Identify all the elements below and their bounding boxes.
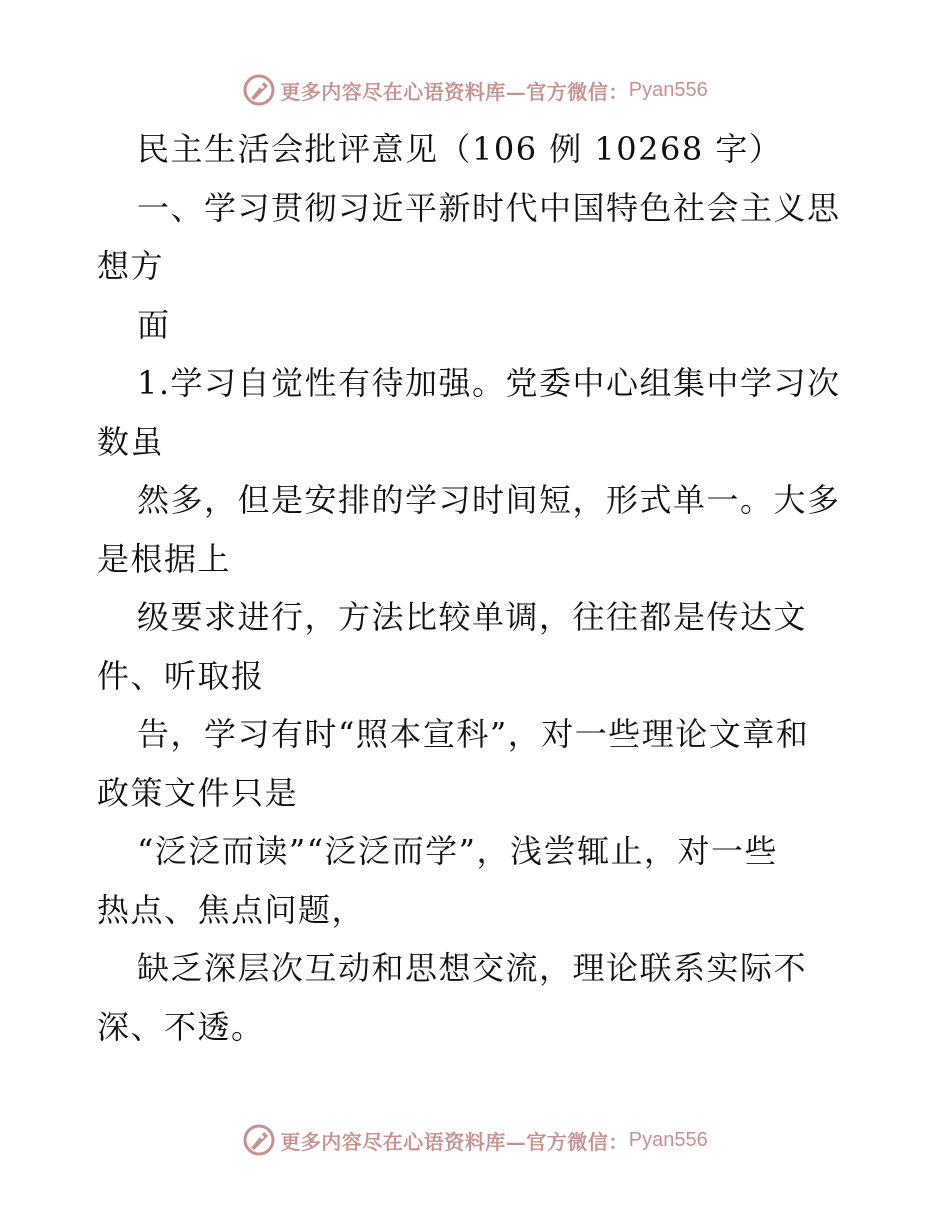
text-line: 政策文件只是 [97, 773, 299, 812]
watermark-handle: Pyan556 [628, 1128, 708, 1151]
text-line: 然多，但是安排的学习时间短，形式单一。大多 [137, 481, 841, 519]
text-line: 级要求进行，方法比较单调，往往都是传达文 [137, 598, 808, 636]
watermark-handle: Pyan556 [628, 78, 708, 101]
text-line: 深、不透。 [97, 1007, 265, 1046]
text-line: 是根据上 [97, 539, 232, 578]
text-line: 想方 [97, 247, 165, 285]
pen-nib-logo-icon [242, 1123, 276, 1157]
text-line: 面 [137, 305, 171, 344]
document-body [97, 120, 857, 1056]
text-line: 数虽 [97, 422, 165, 461]
footer-watermark [0, 1120, 950, 1160]
text-line: 一、学习贯彻习近平新时代中国特色社会主义思 [137, 188, 841, 227]
text-line: 热点、焦点问题， [97, 890, 366, 929]
pen-nib-logo-icon [242, 73, 276, 107]
text-line: 件、听取报 [97, 656, 265, 695]
text-line: 告，学习有时“照本宣科”，对一些理论文章和 [137, 715, 810, 753]
text-line: 1.学习自觉性有待加强。党委中心组集中学习次 [137, 364, 841, 402]
text-line: “泛泛而读”“泛泛而学”，浅尝辄止，对一些 [137, 832, 778, 870]
watermark-text: 更多内容尽在心语资料库—官方微信： [280, 79, 629, 104]
watermark-text: 更多内容尽在心语资料库—官方微信： [280, 1129, 629, 1154]
text-line: 缺乏深层次互动和思想交流，理论联系实际不 [137, 949, 808, 987]
header-watermark [0, 70, 950, 110]
text-line: 民主生活会批评意见（106 例 10268 字） [137, 130, 783, 168]
